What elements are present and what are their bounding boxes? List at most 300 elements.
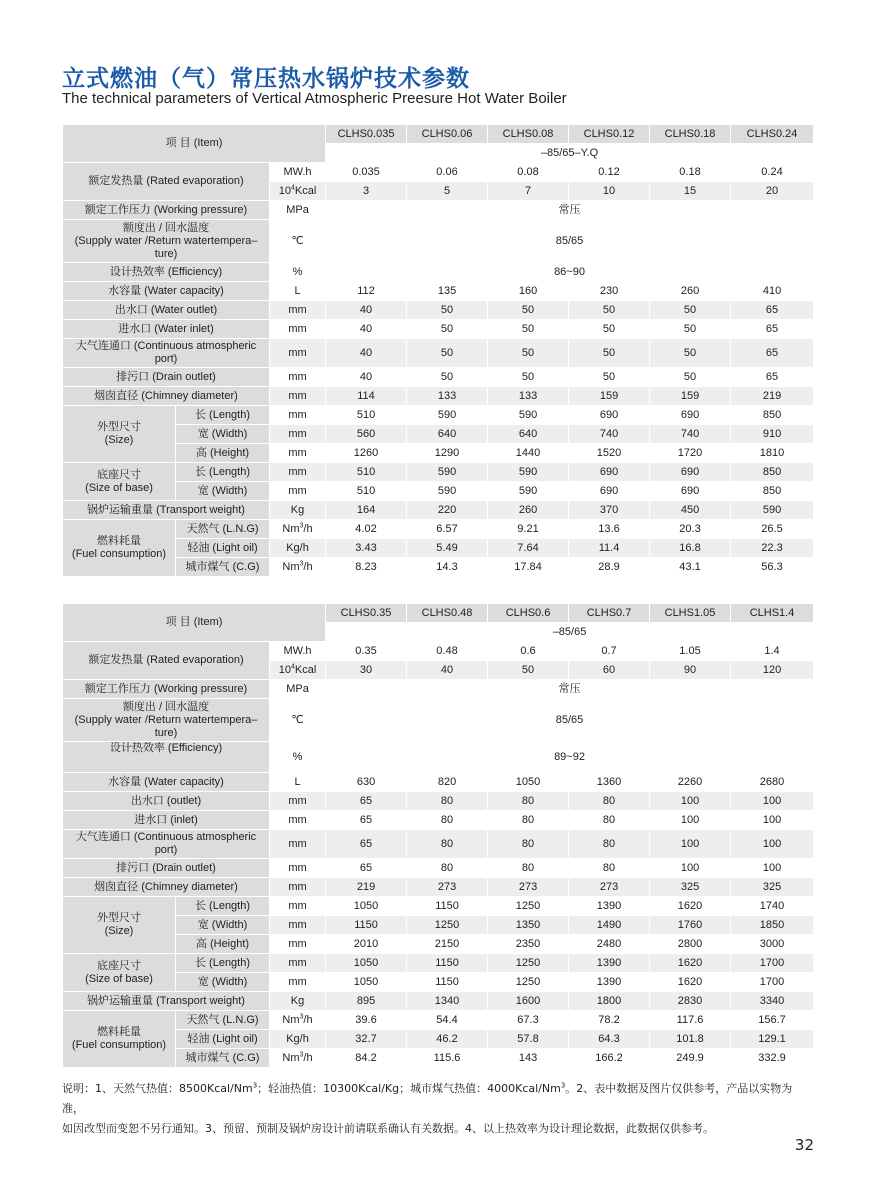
kcal-cell: 10 [569, 182, 650, 201]
water_cap-cell: 260 [650, 282, 731, 301]
base_length-cell: 1050 [326, 954, 407, 973]
lng-cell: 4.02 [326, 520, 407, 539]
water_cap-cell: 1050 [488, 773, 569, 792]
size_height-cell: 2350 [488, 935, 569, 954]
kcal-cell: 90 [650, 661, 731, 680]
mwh-cell: 0.48 [407, 642, 488, 661]
unit-light_oil: Kg/h [270, 539, 326, 558]
chimney-cell: 219 [326, 878, 407, 897]
size_length-cell: 690 [650, 406, 731, 425]
unit-cg [270, 558, 326, 577]
unit-kcal-text: Kcal [294, 184, 317, 197]
inlet-label: 进水口 (inlet) [63, 811, 270, 830]
light_oil-label: 轻油 (Light oil) [176, 1030, 270, 1049]
unit-outlet: mm [270, 792, 326, 811]
unit-light_oil: Kg/h [270, 1030, 326, 1049]
drain-cell: 65 [326, 859, 407, 878]
inlet-cell: 50 [569, 320, 650, 339]
base_length-cell: 690 [650, 463, 731, 482]
model-header: CLHS0.035 [326, 125, 407, 144]
unit-size_width: mm [270, 425, 326, 444]
pressure-label: 额定工作压力 (Working pressure) [63, 201, 270, 220]
unit-lng-base: Nm [282, 522, 300, 535]
model-header: CLHS0.6 [488, 604, 569, 623]
inlet-cell: 50 [407, 320, 488, 339]
spec-table-1 [62, 124, 814, 577]
base_length-cell: 1150 [407, 954, 488, 973]
drain-cell: 80 [569, 859, 650, 878]
outlet-cell: 100 [731, 792, 814, 811]
size_height-label: 高 (Height) [176, 935, 270, 954]
cg-cell: 249.9 [650, 1049, 731, 1068]
drain-cell: 80 [407, 859, 488, 878]
size_width-cell: 560 [326, 425, 407, 444]
transport-cell: 1800 [569, 992, 650, 1011]
transport-cell: 1340 [407, 992, 488, 1011]
chimney-cell: 273 [407, 878, 488, 897]
unit-mpa: MPa [270, 680, 326, 699]
eff-value: 86~90 [326, 263, 814, 282]
mwh-cell: 0.06 [407, 163, 488, 182]
notes-line1-b: ；轻油热值：10300Kcal/Kg；城市煤气热值：4000Kcal/Nm [257, 1082, 561, 1095]
unit-water_cap: L [270, 773, 326, 792]
cg-cell: 17.84 [488, 558, 569, 577]
base_length-cell: 1700 [731, 954, 814, 973]
size_length-cell: 850 [731, 406, 814, 425]
temp-value: 85/65 [326, 699, 814, 742]
base_width-cell: 690 [569, 482, 650, 501]
size_length-cell: 590 [488, 406, 569, 425]
cont-cell: 50 [407, 339, 488, 368]
chimney-label: 烟囱直径 (Chimney diameter) [63, 387, 270, 406]
unit-size_height: mm [270, 935, 326, 954]
outlet-label: 出水口 (Water outlet) [63, 301, 270, 320]
unit-mwh: MW.h [270, 163, 326, 182]
mwh-cell: 0.08 [488, 163, 569, 182]
mwh-cell: 0.12 [569, 163, 650, 182]
cont-cell: 80 [569, 830, 650, 859]
mwh-cell: 1.4 [731, 642, 814, 661]
base_width-cell: 1390 [569, 973, 650, 992]
cont-label: 大气连通口 (Continuous atmospheric port) [63, 830, 270, 859]
unit-water_cap: L [270, 282, 326, 301]
cont-cell: 100 [731, 830, 814, 859]
unit-kg: Kg [270, 501, 326, 520]
outlet-cell: 50 [650, 301, 731, 320]
drain-cell: 100 [650, 859, 731, 878]
base_length-cell: 1390 [569, 954, 650, 973]
fuel-label: 燃料耗量 (Fuel consumption) [63, 1011, 176, 1068]
cg-cell: 115.6 [407, 1049, 488, 1068]
kcal-cell: 20 [731, 182, 814, 201]
size_width-cell: 1760 [650, 916, 731, 935]
size_width-label: 宽 (Width) [176, 425, 270, 444]
base_length-cell: 590 [488, 463, 569, 482]
unit-lng-tail: /h [303, 1013, 313, 1026]
size_length-cell: 690 [569, 406, 650, 425]
outlet-cell: 50 [407, 301, 488, 320]
size_height-cell: 2480 [569, 935, 650, 954]
unit-cg-base: Nm [282, 1051, 300, 1064]
mwh-cell: 1.05 [650, 642, 731, 661]
notes-line1-c: 。2、表中数据及图片仅供参考，产品以实物为准， [62, 1082, 793, 1115]
base_width-cell: 1050 [326, 973, 407, 992]
chimney-cell: 114 [326, 387, 407, 406]
lng-cell: 78.2 [569, 1011, 650, 1030]
cg-cell: 28.9 [569, 558, 650, 577]
cg-cell: 56.3 [731, 558, 814, 577]
model-header: CLHS0.35 [326, 604, 407, 623]
water_cap-cell: 160 [488, 282, 569, 301]
drain-cell: 100 [731, 859, 814, 878]
inlet-cell: 80 [569, 811, 650, 830]
size_height-cell: 2150 [407, 935, 488, 954]
base_length-cell: 1620 [650, 954, 731, 973]
lng-cell: 67.3 [488, 1011, 569, 1030]
unit-size_length: mm [270, 406, 326, 425]
unit-drain: mm [270, 368, 326, 387]
inlet-cell: 80 [488, 811, 569, 830]
drain-cell: 50 [650, 368, 731, 387]
kcal-cell: 60 [569, 661, 650, 680]
unit-kcal [270, 182, 326, 201]
transport-cell: 260 [488, 501, 569, 520]
unit-inlet: mm [270, 320, 326, 339]
unit-cg-base: Nm [282, 560, 300, 573]
base_width-cell: 590 [488, 482, 569, 501]
base_width-label: 宽 (Width) [176, 482, 270, 501]
cont-cell: 80 [407, 830, 488, 859]
outlet-cell: 80 [569, 792, 650, 811]
chimney-cell: 219 [731, 387, 814, 406]
eff-label: 设计热效率 (Efficiency) [63, 742, 270, 773]
notes [62, 1079, 814, 1139]
light_oil-label: 轻油 (Light oil) [176, 539, 270, 558]
unit-pct: % [270, 263, 326, 282]
unit-kcal-sup: 4 [290, 183, 295, 191]
transport-cell: 450 [650, 501, 731, 520]
cont-cell: 65 [731, 339, 814, 368]
lng-cell: 39.6 [326, 1011, 407, 1030]
transport-label: 锅炉运输重量 (Transport weight) [63, 992, 270, 1011]
chimney-cell: 159 [569, 387, 650, 406]
cg-cell: 84.2 [326, 1049, 407, 1068]
base_width-cell: 1700 [731, 973, 814, 992]
chimney-cell: 133 [407, 387, 488, 406]
base_width-cell: 590 [407, 482, 488, 501]
unit-pct: % [270, 742, 326, 773]
water_cap-label: 水容量 (Water capacity) [63, 282, 270, 301]
inlet-cell: 100 [731, 811, 814, 830]
kcal-cell: 15 [650, 182, 731, 201]
inlet-cell: 50 [488, 320, 569, 339]
unit-cg-sup: 3 [299, 1050, 304, 1058]
spec-table-2 [62, 603, 814, 1068]
transport-cell: 895 [326, 992, 407, 1011]
drain-cell: 80 [488, 859, 569, 878]
size-label: 外型尺寸 (Size) [63, 897, 176, 954]
kcal-cell: 5 [407, 182, 488, 201]
size_height-cell: 1810 [731, 444, 814, 463]
base_length-cell: 850 [731, 463, 814, 482]
size_height-cell: 1520 [569, 444, 650, 463]
size_width-label: 宽 (Width) [176, 916, 270, 935]
size_width-cell: 740 [569, 425, 650, 444]
size_height-cell: 2010 [326, 935, 407, 954]
temp-value: 85/65 [326, 220, 814, 263]
unit-inlet: mm [270, 811, 326, 830]
unit-drain: mm [270, 859, 326, 878]
unit-cg-tail: /h [303, 560, 313, 573]
transport-cell: 2830 [650, 992, 731, 1011]
water_cap-cell: 2260 [650, 773, 731, 792]
light_oil-cell: 11.4 [569, 539, 650, 558]
transport-cell: 3340 [731, 992, 814, 1011]
lng-cell: 26.5 [731, 520, 814, 539]
kcal-cell: 50 [488, 661, 569, 680]
kcal-cell: 3 [326, 182, 407, 201]
inlet-cell: 65 [326, 811, 407, 830]
unit-mwh: MW.h [270, 642, 326, 661]
unit-kcal-prefix: 10 [278, 184, 291, 197]
lng-cell: 9.21 [488, 520, 569, 539]
light_oil-cell: 101.8 [650, 1030, 731, 1049]
fuel-label: 燃料耗量 (Fuel consumption) [63, 520, 176, 577]
size_height-cell: 1440 [488, 444, 569, 463]
unit-cg [270, 1049, 326, 1068]
inlet-cell: 40 [326, 320, 407, 339]
mwh-cell: 0.35 [326, 642, 407, 661]
light_oil-cell: 16.8 [650, 539, 731, 558]
temp-label: 额度出 / 回水温度 (Supply water /Return watertempera– ture) [63, 699, 270, 742]
cont-cell: 50 [488, 339, 569, 368]
unit-mpa: MPa [270, 201, 326, 220]
series-label: –85/65–Y.Q [326, 144, 814, 163]
rated-label: 额定发热量 (Rated evaporation) [63, 642, 270, 680]
notes-line2: 如因改型而变恕不另行通知。3、预留、预制及锅炉房设计前请联系确认有关数据。4、以上热效率为设计理论数据，此数据仅供参考。 [62, 1122, 714, 1135]
unit-base_length: mm [270, 954, 326, 973]
drain-cell: 50 [407, 368, 488, 387]
unit-celsius: ℃ [270, 699, 326, 742]
kcal-cell: 120 [731, 661, 814, 680]
chimney-cell: 325 [731, 878, 814, 897]
notes-sup-2: 3 [560, 1081, 566, 1090]
model-header: CLHS1.4 [731, 604, 814, 623]
model-header: CLHS0.08 [488, 125, 569, 144]
chimney-cell: 273 [569, 878, 650, 897]
size_length-cell: 1050 [326, 897, 407, 916]
water_cap-cell: 112 [326, 282, 407, 301]
unit-chimney: mm [270, 878, 326, 897]
unit-base_length: mm [270, 463, 326, 482]
cont-cell: 40 [326, 339, 407, 368]
mwh-cell: 0.035 [326, 163, 407, 182]
lng-label: 天然气 (L.N.G) [176, 520, 270, 539]
base_length-cell: 1250 [488, 954, 569, 973]
unit-base_width: mm [270, 482, 326, 501]
size_width-cell: 740 [650, 425, 731, 444]
lng-cell: 156.7 [731, 1011, 814, 1030]
unit-celsius: ℃ [270, 220, 326, 263]
cont-cell: 100 [650, 830, 731, 859]
cg-cell: 8.23 [326, 558, 407, 577]
cg-cell: 166.2 [569, 1049, 650, 1068]
transport-cell: 1600 [488, 992, 569, 1011]
cont-cell: 65 [326, 830, 407, 859]
cont-label: 大气连通口 (Continuous atmospheric port) [63, 339, 270, 368]
pressure-value: 常压 [326, 680, 814, 699]
series-label: –85/65 [326, 623, 814, 642]
size_height-label: 高 (Height) [176, 444, 270, 463]
unit-cont: mm [270, 339, 326, 368]
model-header: CLHS0.7 [569, 604, 650, 623]
light_oil-cell: 3.43 [326, 539, 407, 558]
chimney-cell: 159 [650, 387, 731, 406]
base_length-cell: 590 [407, 463, 488, 482]
base_length-label: 长 (Length) [176, 954, 270, 973]
drain-cell: 50 [569, 368, 650, 387]
size_length-cell: 510 [326, 406, 407, 425]
cg-label: 城市煤气 (C.G) [176, 558, 270, 577]
unit-lng [270, 1011, 326, 1030]
light_oil-cell: 5.49 [407, 539, 488, 558]
page-title-cn: 立式燃油（气）常压热水锅炉技术参数 [62, 66, 470, 92]
eff-value: 89~92 [326, 742, 814, 773]
base_length-label: 长 (Length) [176, 463, 270, 482]
outlet-cell: 65 [326, 792, 407, 811]
base_width-cell: 1150 [407, 973, 488, 992]
base_width-label: 宽 (Width) [176, 973, 270, 992]
kcal-cell: 30 [326, 661, 407, 680]
transport-cell: 164 [326, 501, 407, 520]
light_oil-cell: 32.7 [326, 1030, 407, 1049]
size-label: 外型尺寸 (Size) [63, 406, 176, 463]
chimney-cell: 273 [488, 878, 569, 897]
base-label: 底座尺寸 (Size of base) [63, 954, 176, 992]
lng-cell: 6.57 [407, 520, 488, 539]
cont-cell: 80 [488, 830, 569, 859]
size_length-cell: 1740 [731, 897, 814, 916]
lng-cell: 20.3 [650, 520, 731, 539]
drain-label: 排污口 (Drain outlet) [63, 368, 270, 387]
eff-label: 设计热效率 (Efficiency) [63, 263, 270, 282]
outlet-cell: 40 [326, 301, 407, 320]
base_width-cell: 510 [326, 482, 407, 501]
outlet-cell: 50 [569, 301, 650, 320]
water_cap-cell: 230 [569, 282, 650, 301]
unit-kcal-sup: 4 [290, 662, 295, 670]
inlet-label: 进水口 (Water inlet) [63, 320, 270, 339]
mwh-cell: 0.18 [650, 163, 731, 182]
temp-label: 额度出 / 回水温度 (Supply water /Return watertempera– ture) [63, 220, 270, 263]
inlet-cell: 65 [731, 320, 814, 339]
unit-kcal [270, 661, 326, 680]
base_width-cell: 690 [650, 482, 731, 501]
unit-lng-sup: 3 [299, 521, 304, 529]
unit-cg-tail: /h [303, 1051, 313, 1064]
size_height-cell: 1260 [326, 444, 407, 463]
size_width-cell: 910 [731, 425, 814, 444]
water_cap-cell: 135 [407, 282, 488, 301]
notes-line1-a: 说明：1、天然气热值：8500Kcal/Nm [62, 1082, 253, 1095]
unit-lng-sup: 3 [299, 1012, 304, 1020]
transport-cell: 220 [407, 501, 488, 520]
light_oil-cell: 129.1 [731, 1030, 814, 1049]
light_oil-cell: 22.3 [731, 539, 814, 558]
cont-cell: 50 [569, 339, 650, 368]
notes-sup-1: 3 [252, 1081, 258, 1090]
size_height-cell: 1290 [407, 444, 488, 463]
drain-cell: 50 [488, 368, 569, 387]
outlet-cell: 80 [488, 792, 569, 811]
size_length-cell: 1390 [569, 897, 650, 916]
base_width-cell: 1620 [650, 973, 731, 992]
transport-label: 锅炉运输重量 (Transport weight) [63, 501, 270, 520]
outlet-cell: 100 [650, 792, 731, 811]
cont-cell: 50 [650, 339, 731, 368]
transport-cell: 590 [731, 501, 814, 520]
mwh-cell: 0.24 [731, 163, 814, 182]
lng-label: 天然气 (L.N.G) [176, 1011, 270, 1030]
unit-kcal-prefix: 10 [278, 663, 291, 676]
water_cap-cell: 630 [326, 773, 407, 792]
page-number: 32 [794, 1136, 814, 1154]
size_height-cell: 2800 [650, 935, 731, 954]
light_oil-cell: 46.2 [407, 1030, 488, 1049]
size_height-cell: 1720 [650, 444, 731, 463]
cg-cell: 14.3 [407, 558, 488, 577]
unit-size_width: mm [270, 916, 326, 935]
cg-cell: 43.1 [650, 558, 731, 577]
model-header: CLHS0.06 [407, 125, 488, 144]
unit-chimney: mm [270, 387, 326, 406]
water_cap-label: 水容量 (Water capacity) [63, 773, 270, 792]
outlet-cell: 65 [731, 301, 814, 320]
size_length-cell: 590 [407, 406, 488, 425]
unit-cg-sup: 3 [299, 559, 304, 567]
mwh-cell: 0.6 [488, 642, 569, 661]
size_length-label: 长 (Length) [176, 406, 270, 425]
model-header: CLHS1.05 [650, 604, 731, 623]
size_width-cell: 640 [488, 425, 569, 444]
rated-label: 额定发热量 (Rated evaporation) [63, 163, 270, 201]
drain-cell: 65 [731, 368, 814, 387]
inlet-cell: 100 [650, 811, 731, 830]
kcal-cell: 40 [407, 661, 488, 680]
outlet-cell: 80 [407, 792, 488, 811]
unit-lng-tail: /h [303, 522, 313, 535]
page-title-en: The technical parameters of Vertical Atmospheric Preesure Hot Water Boiler [62, 90, 567, 107]
base_length-cell: 510 [326, 463, 407, 482]
unit-kg: Kg [270, 992, 326, 1011]
unit-outlet: mm [270, 301, 326, 320]
cg-cell: 332.9 [731, 1049, 814, 1068]
size_width-cell: 1150 [326, 916, 407, 935]
unit-base_width: mm [270, 973, 326, 992]
pressure-value: 常压 [326, 201, 814, 220]
light_oil-cell: 64.3 [569, 1030, 650, 1049]
size_length-cell: 1250 [488, 897, 569, 916]
unit-size_height: mm [270, 444, 326, 463]
model-header: CLHS0.12 [569, 125, 650, 144]
mwh-cell: 0.7 [569, 642, 650, 661]
size_width-cell: 1850 [731, 916, 814, 935]
base_width-cell: 1250 [488, 973, 569, 992]
lng-cell: 54.4 [407, 1011, 488, 1030]
transport-cell: 370 [569, 501, 650, 520]
unit-lng-base: Nm [282, 1013, 300, 1026]
water_cap-cell: 820 [407, 773, 488, 792]
